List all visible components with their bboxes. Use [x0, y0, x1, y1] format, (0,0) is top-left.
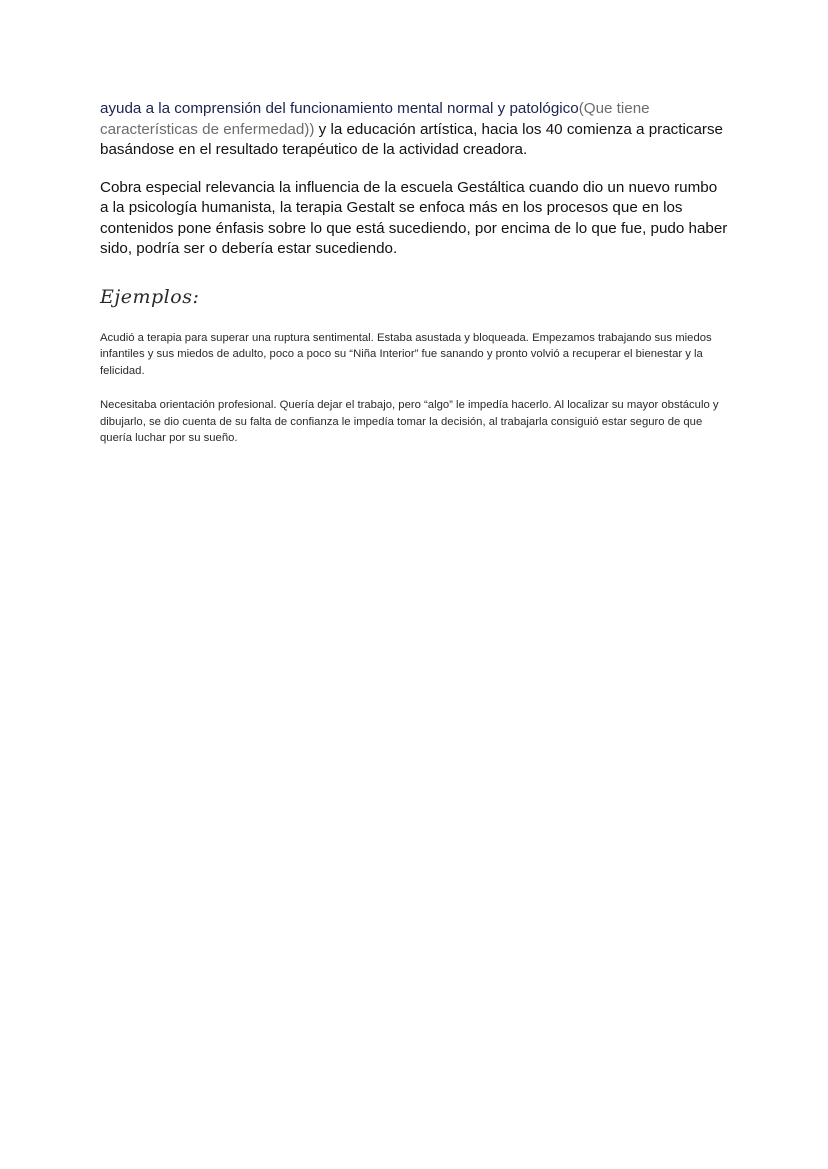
intro-paragraph-rest: y la educación artística, hacia los 40 comienza a practicarse basándose en el resultado terapéutico de la actividad creadora.	[100, 120, 723, 158]
intro-paragraph-aside: (Que tiene características de enfermedad))	[100, 100, 650, 138]
example-paragraph-1: Acudió a terapia para superar una ruptura sentimental. Estaba asustada y bloqueada. Empezamos trabajando sus miedos infantiles y sus miedos de adulto, poco a poco su “Niña Interior” fue sanando y pronto volvió a recuperar el bienestar y la felicidad.	[100, 331, 712, 378]
example-paragraph-2: Necesitaba orientación profesional. Quería dejar el trabajo, pero “algo” le impedía hacerlo. Al localizar su mayor obstáculo y dibujarlo, se dio cuenta de su falta de confianza le impedía tomar la decisión, al trabajarla consiguió estar seguro de que quería luchar por su sueño.	[100, 398, 719, 445]
intro-paragraph	[100, 99, 728, 161]
gestalt-paragraph: Cobra especial relevancia la influencia de la escuela Gestáltica cuando dio un nuevo rumbo a la psicología humanista, la terapia Gestalt se enfoca más en los procesos que en los contenidos pone énfasis sobre lo que está sucediendo, por encima de lo que fue, pudo haber sido, podría ser o debería estar sucediendo.	[100, 178, 728, 257]
page-content	[100, 99, 728, 447]
examples-heading: Ejemplos:	[100, 285, 200, 308]
intro-paragraph-lead: ayuda a la comprensión del funcionamiento mental normal y patológico	[100, 100, 579, 117]
